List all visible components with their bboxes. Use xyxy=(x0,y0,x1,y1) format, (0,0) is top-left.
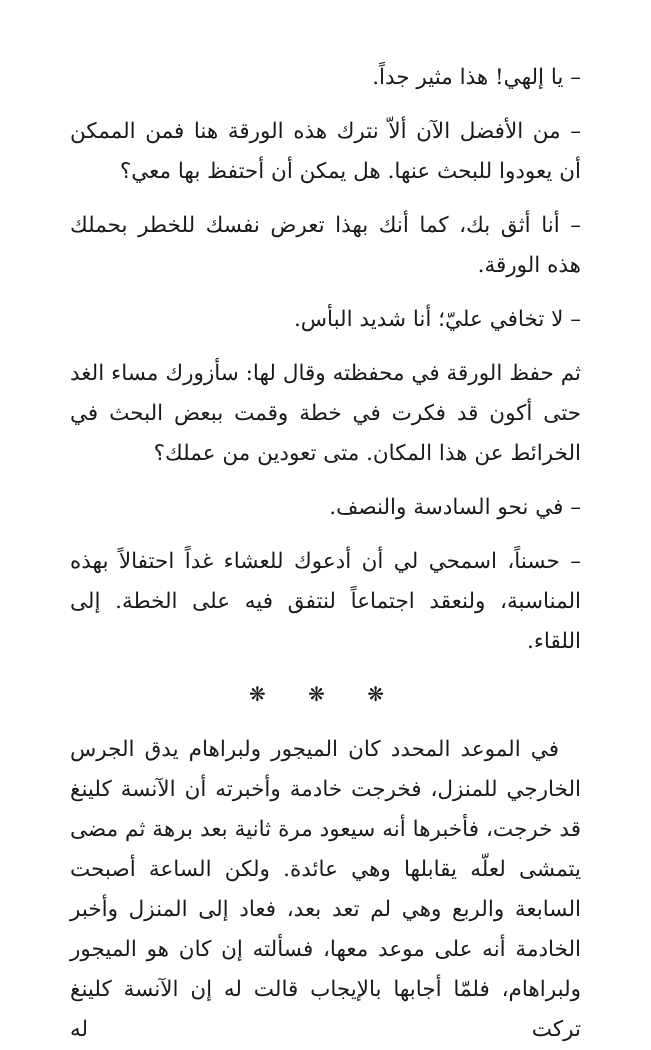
body-paragraph: في الموعد المحدد كان الميجور ولبراهام يدق الجرس الخارجي للمنزل، فخرجت خادمة وأخبرته أن الآنسة كلينغ قد خرجت، فأخبرها أنه سيعود مرة ثانية بعد برهة ثم مضى يتمشى لعلّه يقابلها وهي عائدة. ولكن الساعة أصبحت السابعة والربع وهي لم تعد بعد، فعاد إلى المنزل وأخبر الخادمة أنه على موعد معها، فسألته إن كان هو الميجور ولبراهام، فلمّا أجابها بالإيجاب قالت له إن الآنسة كلينغ تركت له xyxy=(70,737,581,1042)
narration-paragraph: ثم حفظ الورقة في محفظته وقال لها: سأزورك مساء الغد حتى أكون قد فكرت في خطة وقمت ببعض البحث في الخرائط عن هذا المكان. متى تعودين من عملك؟ xyxy=(70,361,581,466)
dialogue-line-2: – من الأفضل الآن ألاّ نترك هذه الورقة هنا فمن الممكن أن يعودوا للبحث عنها. هل يمكن أن أحتفظ بها معي؟ xyxy=(70,119,581,184)
dialogue-line-1: – يا إلهي! هذا مثير جداً. xyxy=(372,65,581,90)
dialogue-line-4: – لا تخافي عليّ؛ أنا شديد البأس. xyxy=(293,307,581,332)
section-separator: ❋ ❋ ❋ xyxy=(249,682,402,706)
dialogue-line-6: – حسناً، اسمحي لي أن أدعوك للعشاء غداً احتفالاً بهذه المناسبة، ولنعقد اجتماعاً لنتفق فيه على الخطة. إلى اللقاء. xyxy=(70,549,581,654)
dialogue-line-5: – في نحو السادسة والنصف. xyxy=(329,495,581,520)
dialogue-line-3: – أنا أثق بك، كما أنك بهذا تعرض نفسك للخطر بحملك هذه الورقة. xyxy=(70,213,581,278)
